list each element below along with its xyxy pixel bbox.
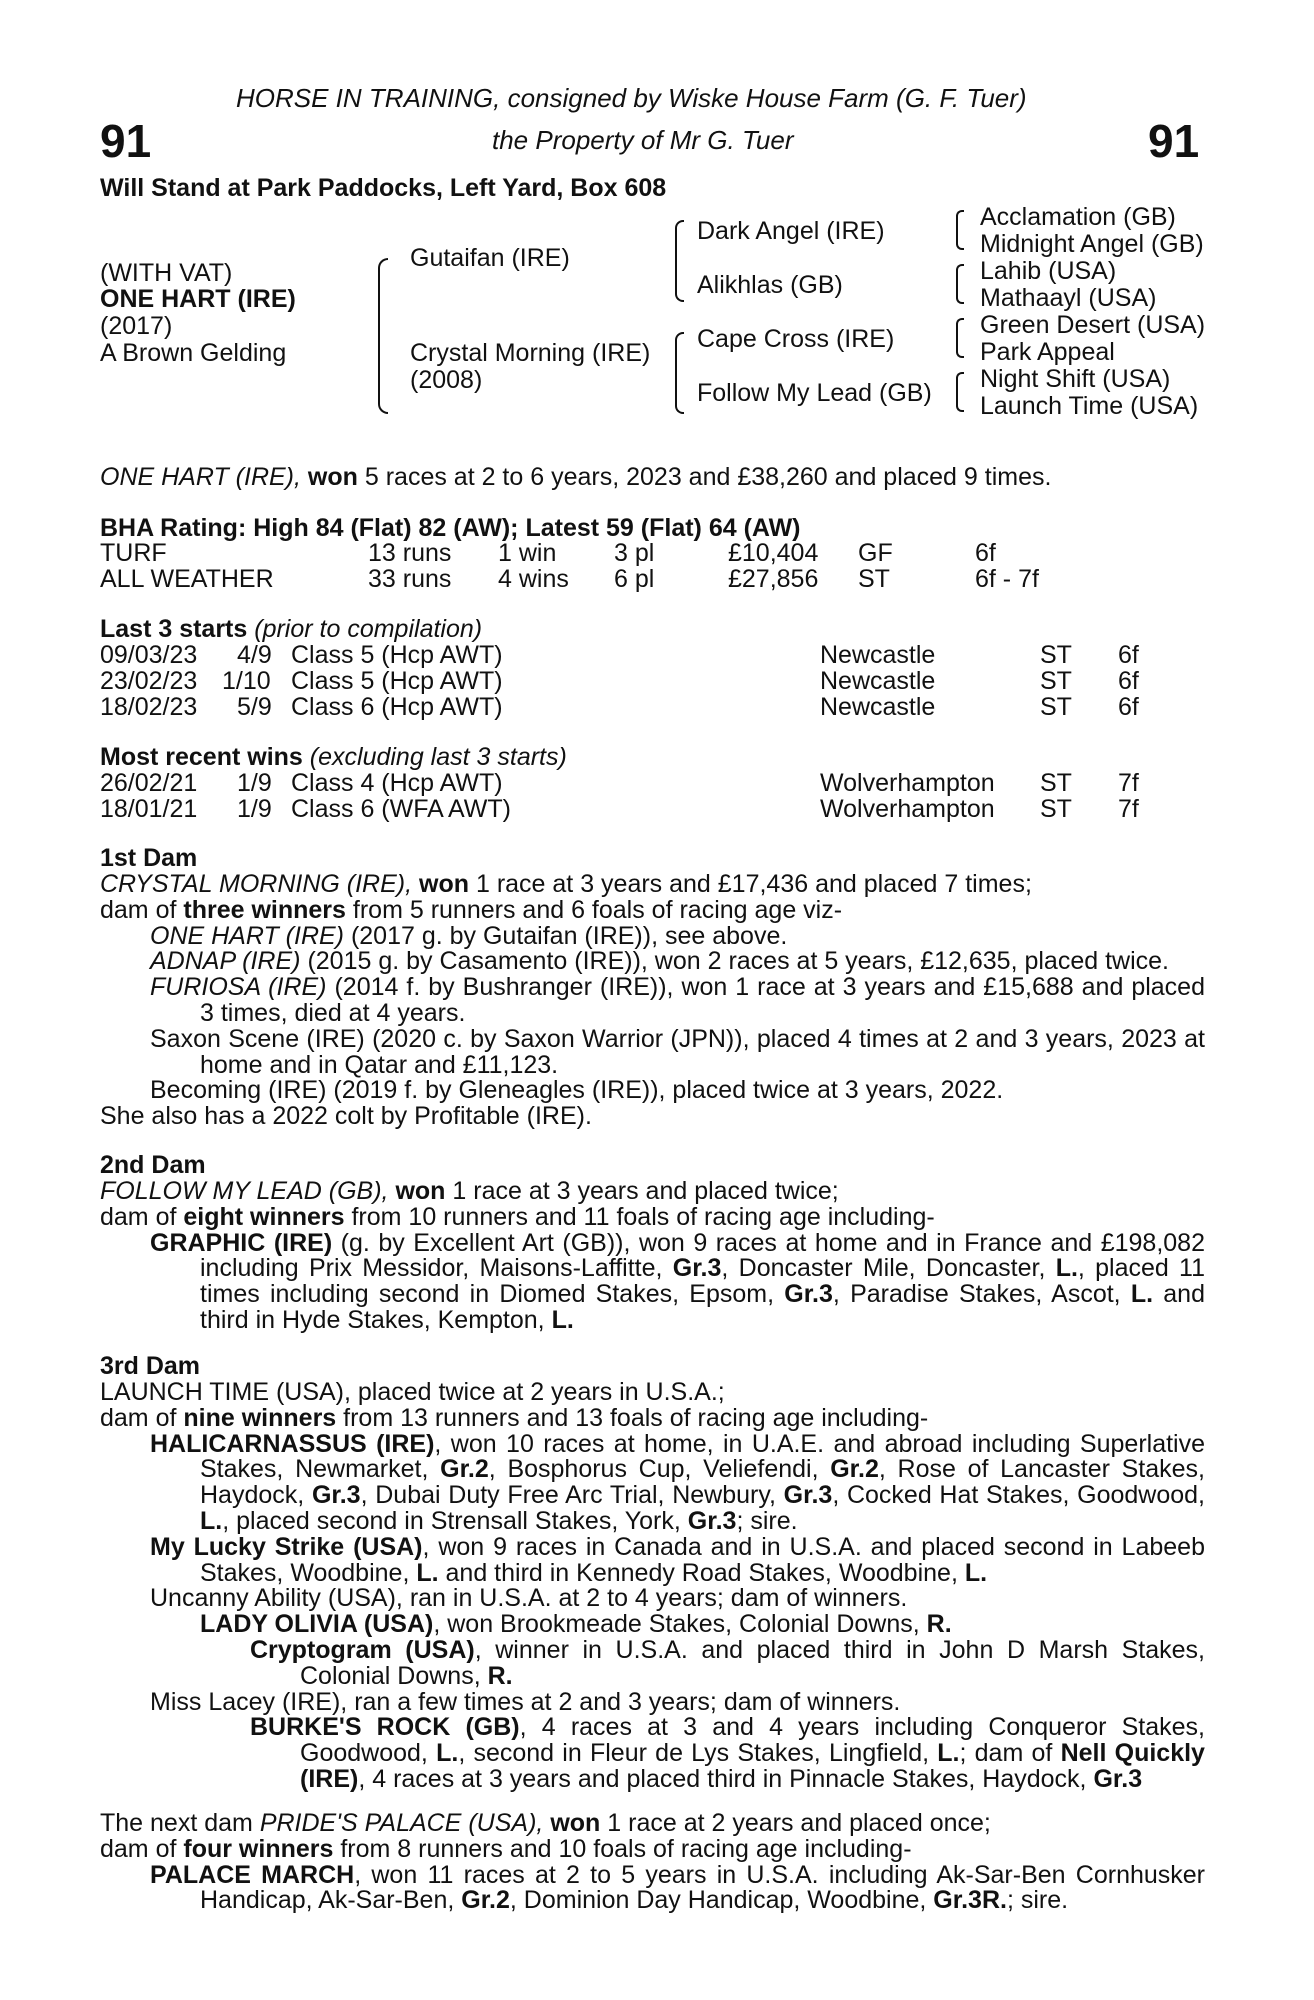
ancestor-2: Midnight Angel (GB) — [980, 230, 1204, 258]
second-dam-line1 — [100, 1179, 1205, 1205]
progeny-entry — [100, 949, 1205, 975]
start-distance: 6f — [1118, 693, 1139, 721]
listed-label: L. — [1055, 1254, 1078, 1283]
win-distance: 7f — [1118, 769, 1139, 797]
next-dam-line2 — [100, 1834, 1205, 1863]
pedigree-brace-5 — [956, 264, 964, 304]
dam-of-label: dam of — [100, 895, 177, 924]
start-date: 09/03/23 — [100, 641, 198, 669]
summary-text: 5 races at 2 to 6 years, 2023 and £38,260 and placed 9 times. — [364, 463, 1052, 491]
second-dam-record: 1 race at 3 years and placed twice; — [452, 1177, 839, 1205]
second-dam-heading: 2nd Dam — [100, 1151, 206, 1179]
progeny-text: , Bosphorus Cup, Veliefendi, — [488, 1455, 819, 1484]
sire: Gutaifan (IRE) — [410, 244, 570, 272]
progeny-name: ONE HART (IRE) — [150, 921, 344, 950]
dam-year: (2008) — [410, 366, 483, 394]
rating-distance: 6f - 7f — [975, 565, 1039, 593]
third-dam-line1: LAUNCH TIME (USA), placed twice at 2 years in U.S.A.; — [100, 1378, 725, 1406]
recent-wins-title: Most recent wins — [100, 743, 303, 771]
horse-name: ONE HART (IRE) — [100, 285, 296, 313]
start-position: 5/9 — [237, 693, 272, 721]
progeny-name: LADY OLIVIA (USA) — [200, 1610, 434, 1639]
progeny-text: , 4 races at 3 and 4 years including Conqueror Stakes, Goodwood, — [300, 1713, 1206, 1768]
pedigree-brace-1 — [378, 258, 388, 414]
vat-note: (WITH VAT) — [100, 259, 233, 287]
listed-label: L. — [1130, 1280, 1154, 1309]
last-starts-note: (prior to compilation) — [254, 615, 483, 643]
dam-of-label: dam of — [100, 1403, 177, 1432]
listed-label: L. — [200, 1506, 223, 1535]
progeny-entry — [100, 1228, 1206, 1334]
next-dam-line1 — [100, 1811, 1205, 1837]
win-race: Class 6 (WFA AWT) — [291, 795, 511, 823]
race-summary — [100, 465, 1051, 491]
horse-year: (2017) — [100, 312, 173, 340]
grade-label: Gr.3 — [784, 1280, 833, 1309]
sire-dam: Alikhlas (GB) — [697, 271, 843, 299]
third-dam-runners: from 13 runners and 13 foals of racing age including- — [343, 1403, 929, 1432]
start-race: Class 5 (Hcp AWT) — [291, 641, 503, 669]
progeny-name: GRAPHIC (IRE) — [150, 1228, 333, 1257]
ancestor-7: Night Shift (USA) — [980, 365, 1171, 393]
pedigree-brace-6 — [956, 318, 964, 358]
progeny-entry: Becoming (IRE) (2019 f. by Gleneagles (IRE)), placed twice at 3 years, 2022. — [150, 1076, 1004, 1105]
win-position: 1/9 — [237, 769, 272, 797]
progeny-text: , Cocked Hat Stakes, Goodwood, — [832, 1481, 1205, 1510]
grade-label: Gr.3 — [311, 1481, 361, 1510]
progeny-text: , placed 11 times including second in Diomed Stakes, Epsom, — [200, 1254, 1206, 1309]
win-date: 26/02/21 — [100, 769, 198, 797]
last-starts-heading — [100, 617, 482, 643]
progeny-entry — [100, 921, 1205, 950]
progeny-name: FURIOSA (IRE) — [150, 973, 327, 1002]
progeny-text: , second in Fleur de Lys Stakes, Lingfield, — [458, 1739, 930, 1768]
rating-amount: £27,856 — [728, 565, 819, 593]
third-dam-heading: 3rd Dam — [100, 1352, 201, 1380]
won-label: won — [419, 870, 470, 898]
rating-placed: 3 pl — [614, 539, 655, 567]
consignor-line: HORSE IN TRAINING, consigned by Wiske House Farm (G. F. Tuer) — [236, 83, 1027, 113]
progeny-entry: Uncanny Ability (USA), ran in U.S.A. at 2 to 4 years; dam of winners. — [150, 1584, 908, 1613]
win-date: 18/01/21 — [100, 795, 198, 823]
progeny-name: ADNAP (IRE) — [150, 947, 301, 976]
rating-going: GF — [858, 539, 893, 567]
winners-count: eight winners — [183, 1202, 345, 1231]
progeny-text: (2014 f. by Bushranger (IRE)), won 1 race at 3 years and £15,688 and placed 3 times, died at 4 years. — [200, 973, 1205, 1027]
start-going: ST — [1040, 693, 1072, 721]
rating-surface: ALL WEATHER — [100, 565, 274, 593]
lot-number-left: 91 — [100, 115, 152, 167]
pedigree-brace-3 — [675, 332, 684, 414]
progeny-entry — [100, 975, 1205, 1027]
progeny-text: , won 9 races in Canada and in U.S.A. and placed second in Labeeb Stakes, Woodbine, — [200, 1532, 1205, 1587]
listed-label: L. — [964, 1558, 988, 1587]
progeny-name: My Lucky Strike (USA) — [150, 1532, 423, 1561]
start-date: 23/02/23 — [100, 667, 198, 695]
progeny-entry: Saxon Scene (IRE) (2020 c. by Saxon Warrior (JPN)), placed 4 times at 2 and 3 years, 2023 at home and in Qatar and £11,123. — [150, 1024, 1205, 1079]
progeny-entry — [100, 1715, 1205, 1792]
winners-count: four winners — [183, 1834, 334, 1863]
last-starts-title: Last 3 starts — [100, 615, 248, 643]
win-going: ST — [1040, 769, 1072, 797]
rating-wins: 1 win — [498, 539, 557, 567]
first-dam-name: CRYSTAL MORNING (IRE), — [100, 870, 413, 898]
grade-label: Gr.3 — [687, 1506, 737, 1535]
next-dam-runners: from 8 runners and 10 foals of racing age including- — [340, 1834, 912, 1863]
win-position: 1/9 — [237, 795, 272, 823]
start-course: Newcastle — [820, 641, 936, 669]
pedigree-brace-4 — [956, 210, 964, 250]
won-label: won — [550, 1809, 601, 1837]
property-line: the Property of Mr G. Tuer — [492, 125, 794, 155]
dam-dam: Follow My Lead (GB) — [697, 379, 932, 407]
first-dam-record: 1 race at 3 years and £17,436 and placed 7 times; — [475, 870, 1032, 898]
start-course: Newcastle — [820, 693, 936, 721]
dam-of-label: dam of — [100, 1202, 177, 1231]
progeny-text: ; sire. — [1006, 1886, 1069, 1915]
ancestor-1: Acclamation (GB) — [980, 203, 1176, 231]
win-distance: 7f — [1118, 795, 1139, 823]
dam: Crystal Morning (IRE) — [410, 339, 651, 367]
grade-label: Gr.3 — [783, 1481, 833, 1510]
rating-runs: 33 runs — [368, 565, 452, 593]
listed-label: L. — [416, 1558, 439, 1587]
win-race: Class 4 (Hcp AWT) — [291, 769, 503, 797]
progeny-text: , winner in U.S.A. and placed third in John D Marsh Stakes, Colonial Downs, — [300, 1635, 1206, 1690]
restricted-label: R. — [926, 1610, 952, 1639]
grade-label: Gr.2 — [461, 1886, 510, 1915]
win-course: Wolverhampton — [820, 795, 995, 823]
first-dam-section — [100, 872, 1205, 1130]
start-race: Class 5 (Hcp AWT) — [291, 667, 503, 695]
progeny-text: , Rose of Lancaster Stakes, Haydock, — [200, 1455, 1205, 1510]
ancestor-5: Green Desert (USA) — [980, 311, 1206, 339]
won-label: won — [395, 1177, 446, 1205]
summary-horse-name: ONE HART (IRE), — [100, 463, 301, 491]
ancestor-4: Mathaayl (USA) — [980, 284, 1157, 312]
grade-label: Gr.2 — [440, 1455, 489, 1484]
progeny-text: , won 10 races at home, in U.A.E. and abroad including Superlative Stakes, Newmarket, — [200, 1429, 1206, 1484]
recent-wins-note: (excluding last 3 starts) — [309, 743, 567, 771]
recent-wins-heading — [100, 745, 567, 771]
next-dam-name: PRIDE'S PALACE (USA), — [259, 1809, 544, 1837]
second-dam-section — [100, 1179, 1205, 1334]
ancestor-8: Launch Time (USA) — [980, 392, 1199, 420]
progeny-name: HALICARNASSUS (IRE) — [150, 1429, 435, 1458]
listed-label: L. — [937, 1739, 960, 1768]
progeny-text: , Doncaster Mile, Doncaster, — [721, 1254, 1046, 1283]
grade-label: Gr.3 — [672, 1254, 722, 1283]
winners-count: three winners — [183, 895, 346, 924]
pedigree-brace-2 — [675, 220, 684, 302]
third-dam-line2 — [100, 1403, 1205, 1432]
ancestor-6: Park Appeal — [980, 338, 1115, 366]
dam-sire: Cape Cross (IRE) — [697, 325, 895, 353]
next-dam-label: The next dam — [100, 1809, 253, 1837]
second-dam-line2 — [100, 1202, 1205, 1231]
horse-description: A Brown Gelding — [100, 339, 287, 367]
progeny-text: , Paradise Stakes, Ascot, — [832, 1280, 1121, 1309]
progeny-entry — [100, 1532, 1205, 1587]
lot-number-right: 91 — [1148, 115, 1200, 167]
start-position: 1/10 — [222, 667, 271, 695]
progeny-text: , Dubai Duty Free Arc Trial, Newbury, — [360, 1481, 776, 1510]
sire-sire: Dark Angel (IRE) — [697, 217, 885, 245]
progeny-text: ; sire. — [736, 1506, 798, 1535]
win-course: Wolverhampton — [820, 769, 995, 797]
ancestor-3: Lahib (USA) — [980, 257, 1117, 285]
progeny-text: (2017 g. by Gutaifan (IRE)), see above. — [350, 921, 788, 950]
first-dam-line1 — [100, 872, 1205, 898]
progeny-entry — [100, 1612, 1205, 1638]
progeny-entry — [100, 1635, 1206, 1690]
rating-runs: 13 runs — [368, 539, 452, 567]
progeny-text: (g. by Excellent Art (GB)), won 9 races at home and in France and £198,082 including Prix Messidor, Maisons-Laffitte, — [200, 1228, 1205, 1283]
rating-going: ST — [858, 565, 890, 593]
grade-label: Gr.2 — [830, 1455, 879, 1484]
rating-amount: £10,404 — [728, 539, 819, 567]
progeny-text: , 4 races at 3 years and placed third in Pinnacle Stakes, Haydock, — [358, 1764, 1087, 1793]
start-distance: 6f — [1118, 641, 1139, 669]
next-dam-record: 1 race at 2 years and placed once; — [607, 1809, 991, 1837]
progeny-text: (2015 g. by Casamento (IRE)), won 2 races at 5 years, £12,635, placed twice. — [307, 947, 1169, 976]
second-dam-name: FOLLOW MY LEAD (GB), — [100, 1177, 389, 1205]
rating-placed: 6 pl — [614, 565, 655, 593]
progeny-name: BURKE'S ROCK (GB) — [250, 1713, 520, 1742]
start-position: 4/9 — [237, 641, 272, 669]
progeny-name: Cryptogram (USA) — [250, 1635, 475, 1664]
win-going: ST — [1040, 795, 1072, 823]
listed-label: L. — [436, 1739, 459, 1768]
third-dam-section — [100, 1380, 1205, 1793]
progeny-name: Nell Quickly (IRE) — [300, 1739, 1205, 1793]
rating-surface: TURF — [100, 539, 167, 567]
summary-won: won — [307, 463, 358, 491]
listed-label: L. — [551, 1305, 574, 1334]
progeny-name: PALACE MARCH — [150, 1860, 355, 1889]
start-date: 18/02/23 — [100, 693, 198, 721]
first-dam-note: She also has a 2022 colt by Profitable (IRE). — [100, 1102, 592, 1131]
start-race: Class 6 (Hcp AWT) — [291, 693, 503, 721]
start-course: Newcastle — [820, 667, 936, 695]
progeny-entry — [100, 1860, 1206, 1915]
rating-wins: 4 wins — [498, 565, 569, 593]
second-dam-runners: from 10 runners and 11 foals of racing age including- — [351, 1202, 935, 1231]
progeny-text: , placed second in Strensall Stakes, York, — [222, 1506, 681, 1535]
start-distance: 6f — [1118, 667, 1139, 695]
bha-rating: BHA Rating: High 84 (Flat) 82 (AW); Latest 59 (Flat) 64 (AW) — [100, 514, 801, 542]
restricted-label: R. — [487, 1661, 513, 1690]
progeny-text: ; dam of — [959, 1739, 1053, 1768]
stand-location: Will Stand at Park Paddocks, Left Yard, Box 608 — [100, 174, 667, 202]
progeny-text: , won 11 races at 2 to 5 years in U.S.A. including Ak-Sar-Ben Cornhusker Handicap, Ak-Sar-Ben, — [200, 1860, 1206, 1915]
start-going: ST — [1040, 641, 1072, 669]
progeny-text: and third in Kennedy Road Stakes, Woodbine, — [445, 1558, 958, 1587]
progeny-text: , won Brookmeade Stakes, Colonial Downs, — [433, 1610, 920, 1639]
grade-label: Gr.3 — [1093, 1764, 1143, 1793]
progeny-entry — [100, 1429, 1206, 1535]
progeny-entry: Miss Lacey (IRE), ran a few times at 2 and 3 years; dam of winners. — [150, 1687, 901, 1716]
dam-of-label: dam of — [100, 1834, 177, 1863]
next-dam-section — [100, 1811, 1205, 1914]
progeny-text: , Dominion Day Handicap, Woodbine, — [509, 1886, 927, 1915]
grade-label: Gr.3R. — [933, 1886, 1007, 1915]
progeny-text: and third in Hyde Stakes, Kempton, — [200, 1280, 1205, 1334]
rating-distance: 6f — [975, 539, 996, 567]
first-dam-heading: 1st Dam — [100, 844, 198, 872]
pedigree-brace-7 — [956, 372, 964, 412]
first-dam-runners: from 5 runners and 6 foals of racing age viz- — [352, 895, 843, 924]
first-dam-line2 — [100, 895, 1205, 924]
start-going: ST — [1040, 667, 1072, 695]
winners-count: nine winners — [183, 1403, 337, 1432]
